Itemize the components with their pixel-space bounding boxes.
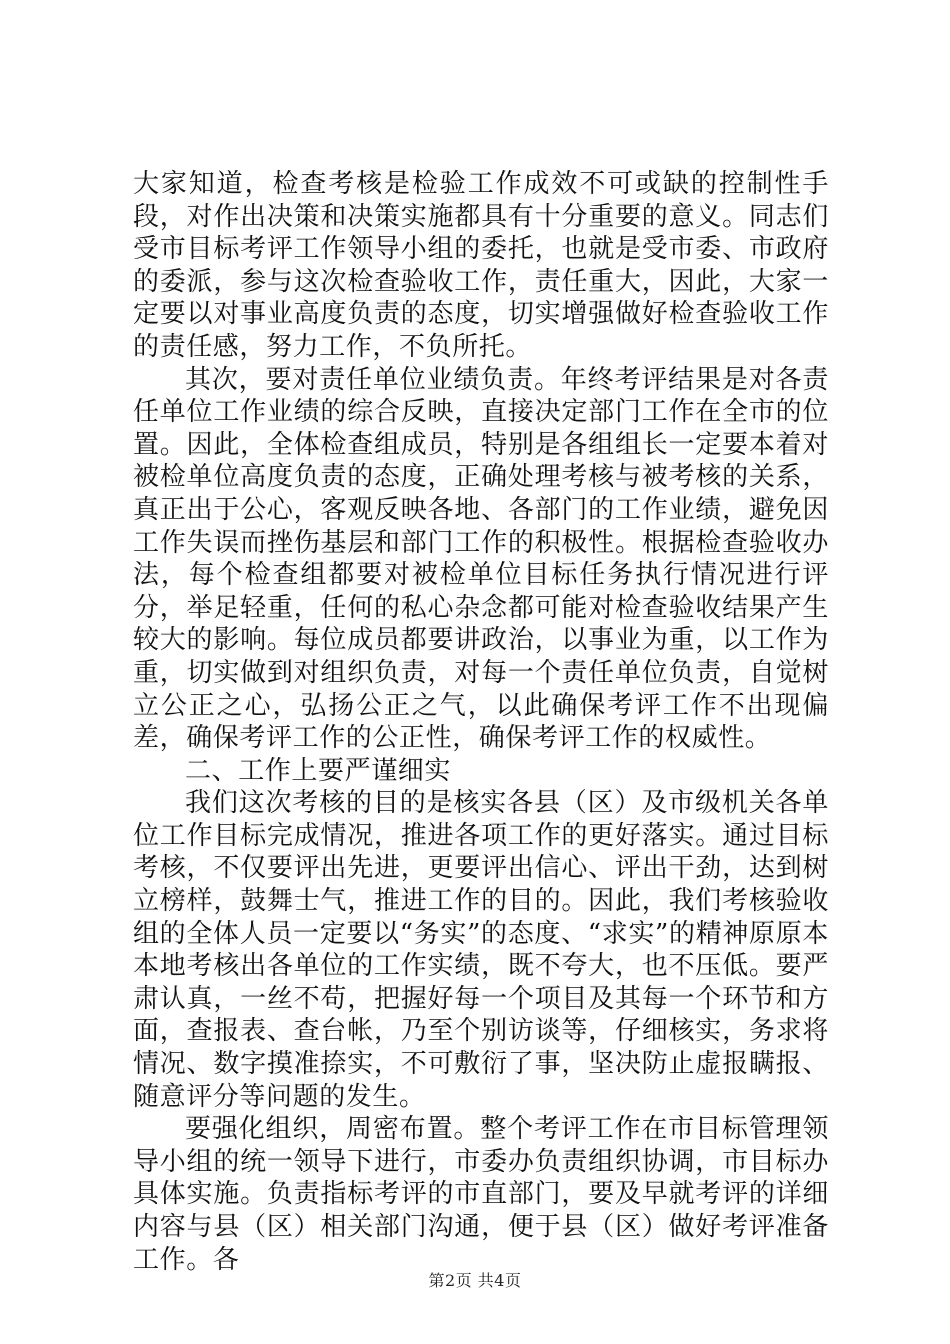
section-heading: 二、工作上要严谨细实	[185, 755, 452, 786]
document-body	[133, 168, 829, 1276]
paragraph-2: 其次，要对责任单位业绩负责。年终考评结果是对各责任单位工作业绩的综合反映，直接决定部门工作在全市的位置。因此，全体检查组成员，特别是各组组长一定要本着对被检单位高度负责的态度，正确处理考核与被考核的关系，真正出于公心，客观反映各地、各部门的工作业绩，避免因工作失误而挫伤基层和部门工作的积极性。根据检查验收办法，每个检查组都要对被检单位目标任务执行情况进行评分，举足轻重，任何的私心杂念都可能对检查验收结果产生较大的影响。每位成员都要讲政治，以事业为重，以工作为重，切实做到对组织负责，对每一个责任单位负责，自觉树立公正之心，弘扬公正之气，以此确保考评工作不出现偏差，确保考评工作的公正性，确保考评工作的权威性。	[133, 364, 829, 754]
paragraph-1: 大家知道，检查考核是检验工作成效不可或缺的控制性手段，对作出决策和决策实施都具有十分重要的意义。同志们受市目标考评工作领导小组的委托，也就是受市委、市政府的委派，参与这次检查验收工作，责任重大，因此，大家一定要以对事业高度负责的态度，切实增强做好检查验收工作的责任感，努力工作，不负所托。	[133, 169, 829, 362]
page-number-footer: 第2页 共4页	[428, 1271, 522, 1290]
paragraph-3: 我们这次考核的目的是核实各县（区）及市级机关各单位工作目标完成情况，推进各项工作的更好落实。通过目标考核，不仅要评出先进，更要评出信心、评出干劲，达到树立榜样，鼓舞士气，推进工作的目的。因此，我们考核验收组的全体人员一定要以“务实”的态度、“求实”的精神原原本本地考核出各单位的工作实绩，既不夸大，也不压低。要严肃认真，一丝不苟，把握好每一个项目及其每一个环节和方面，查报表、查台帐，乃至个别访谈等，仔细核实，务求将情况、数字摸准捺实，不可敷衍了事，坚决防止虚报瞒报、随意评分等问题的发生。	[133, 788, 829, 1112]
paragraph-4: 要强化组织，周密布置。整个考评工作在市目标管理领导小组的统一领导下进行，市委办负责组织协调，市目标办具体实施。负责指标考评的市直部门，要及早就考评的详细内容与县（区）相关部门沟通，便于县（区）做好考评准备工作。各	[133, 1114, 829, 1275]
